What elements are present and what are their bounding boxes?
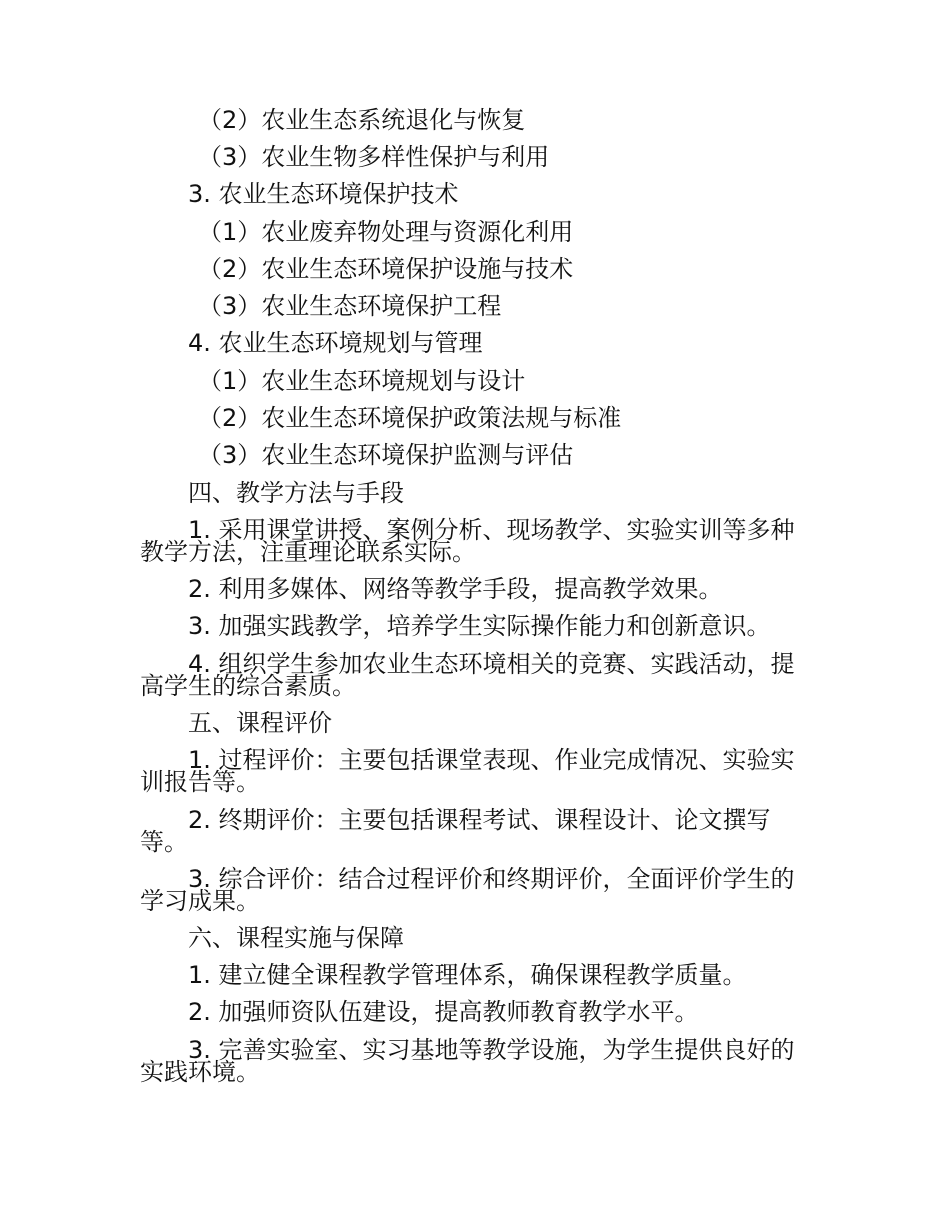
text-line: 3. 完善实验室、实习基地等教学设施，为学生提供良好的 (188, 1036, 795, 1064)
text-line: 教学方法，注重理论联系实际。 (140, 538, 476, 566)
text-line: 3. 加强实践教学，培养学生实际操作能力和创新意识。 (188, 612, 771, 640)
section-heading: 4. 农业生态环境规划与管理 (188, 329, 483, 357)
text-line: （3）农业生态环境保护监测与评估 (198, 441, 574, 469)
text-line: 1. 采用课堂讲授、案例分析、现场教学、实验实训等多种 (188, 516, 795, 544)
chapter-heading: 六、课程实施与保障 (188, 924, 404, 952)
chapter-heading: 四、教学方法与手段 (188, 479, 404, 507)
text-line: （2）农业生态环境保护设施与技术 (198, 255, 574, 283)
text-line: 学习成果。 (140, 887, 260, 915)
text-line: 1. 过程评价：主要包括课堂表现、作业完成情况、实验实 (188, 746, 795, 774)
text-line: 训报告等。 (140, 768, 260, 796)
text-line: （2）农业生态环境保护政策法规与标准 (198, 404, 622, 432)
text-line: 2. 加强师资队伍建设，提高教师教育教学水平。 (188, 998, 699, 1026)
text-line: 3. 综合评价：结合过程评价和终期评价，全面评价学生的 (188, 865, 795, 893)
text-line: 等。 (140, 828, 188, 856)
text-line: 2. 终期评价：主要包括课程考试、课程设计、论文撰写 (188, 806, 771, 834)
text-line: （1）农业废弃物处理与资源化利用 (198, 218, 574, 246)
chapter-heading: 五、课程评价 (188, 709, 332, 737)
text-line: 高学生的综合素质。 (140, 672, 356, 700)
text-line: （3）农业生态环境保护工程 (198, 292, 502, 320)
text-line: （2）农业生态系统退化与恢复 (198, 106, 526, 134)
text-line: 2. 利用多媒体、网络等教学手段，提高教学效果。 (188, 575, 723, 603)
text-line: 4. 组织学生参加农业生态环境相关的竞赛、实践活动，提 (188, 650, 795, 678)
text-line: （1）农业生态环境规划与设计 (198, 367, 526, 395)
text-line: （3）农业生物多样性保护与利用 (198, 143, 550, 171)
text-line: 1. 建立健全课程教学管理体系，确保课程教学质量。 (188, 961, 747, 989)
section-heading: 3. 农业生态环境保护技术 (188, 180, 459, 208)
text-line: 实践环境。 (140, 1058, 260, 1086)
